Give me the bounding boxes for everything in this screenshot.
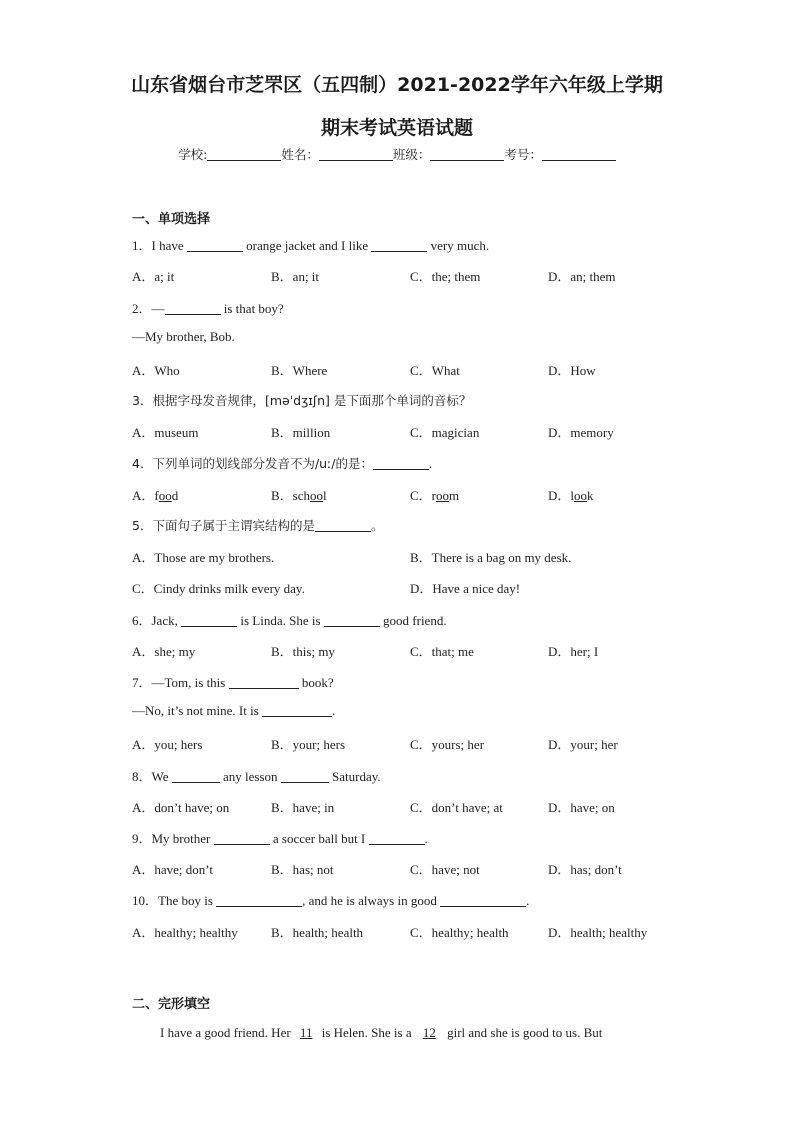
section1-heading: 一、单项选择 [132,212,211,227]
q4-option-d [548,485,594,504]
q2-option-b: B．Where [271,363,328,378]
question-text: . [526,893,530,908]
q5-option-a: A．Those are my brothers. [132,550,275,565]
answer-blank [172,770,220,783]
q8-option-a: A．don’t have; on [132,800,230,815]
cloze-blank-11: 11 [299,1025,313,1040]
answer-blank [214,832,270,845]
question-6 [132,610,447,629]
name-label: 姓名： [281,147,319,162]
q3-option-d: D．memory [548,425,614,440]
underlined-letters: oo [158,488,172,503]
q9-option-b: B．has; not [271,862,334,877]
q4-option-b [271,485,327,504]
q5-option-d: D．Have a nice day! [410,581,521,596]
answer-blank [281,770,329,783]
q9-option-d: D．has; don’t [548,862,622,877]
question-5 [132,516,383,534]
question-text: . [429,456,433,471]
question-text: 。 [370,518,384,533]
question-4 [132,454,432,472]
question-2-answer-line: —My brother, Bob. [132,329,235,344]
question-7 [132,672,334,691]
answer-blank [324,614,380,627]
cloze-passage [160,1025,602,1041]
question-text: . [424,831,428,846]
q1-option-d: D．an; them [548,269,616,284]
question-text: 5．下面句子属于主谓宾结构的是 [132,518,315,533]
question-text: is Linda. She is [237,613,324,628]
cloze-blank-12: 12 [422,1025,436,1040]
option-text: m [449,488,460,503]
question-text: 4．下列单词的划线部分发音不为/uː/的是： [132,456,374,471]
answer-blank [216,894,302,907]
number-label: 考号： [504,147,542,162]
q7-option-d: D．your; her [548,737,618,752]
question-text: 8．We [132,769,172,784]
q3-option-a: A．museum [132,425,199,440]
underlined-letters: oo [436,488,450,503]
option-text: k [587,488,594,503]
passage-text: I have a good friend. Her [160,1025,294,1040]
number-blank[interactable] [542,148,616,161]
exam-title-line2: 期末考试英语试题 [320,117,473,139]
q2-option-a: A．Who [132,363,180,378]
answer-blank [165,302,221,315]
q7-option-a: A．you; hers [132,737,203,752]
q8-option-b: B．have; in [271,800,335,815]
q7-option-b: B．your; hers [271,737,346,752]
class-label: 班级： [392,147,431,162]
q9-option-a: A．have; don’t [132,862,213,877]
q6-option-d: D．her; I [548,644,599,659]
q10-option-b: B．health; health [271,925,364,940]
answer-blank [315,519,371,532]
q2-option-d: D．How [548,363,596,378]
q2-option-c: C．What [410,363,460,378]
q8-option-c: C．don’t have; at [410,800,503,815]
question-text: 9．My brother [132,831,214,846]
q6-option-a: A．she; my [132,644,196,659]
question-text: any lesson [219,769,281,784]
underlined-letters: oo [310,488,324,503]
question-text: Saturday. [328,769,381,784]
question-text: book? [298,675,334,690]
question-text: 7．—Tom, is this [132,675,229,690]
q5-option-b: B．There is a bag on my desk. [410,550,572,565]
student-info-row [0,145,794,163]
question-1 [132,235,489,254]
question-text: very much. [427,238,490,253]
question-text: orange jacket and I like [242,238,372,253]
answer-blank [262,704,332,717]
question-text: , and he is always in good [302,893,441,908]
answer-blank [229,676,299,689]
question-2 [132,298,284,317]
question-3 [132,391,471,409]
school-blank[interactable] [207,148,281,161]
q5-option-c: C．Cindy drinks milk every day. [132,581,305,596]
answer-blank [373,457,429,470]
question-text: is that boy? [220,301,284,316]
question-text: 2．— [132,301,165,316]
q1-option-a: A．a; it [132,269,175,284]
q6-option-b: B．this; my [271,644,335,659]
q10-option-c: C．healthy; health [410,925,509,940]
question-text: 10．The boy is [132,893,217,908]
exam-title-line1: 山东省烟台市芝罘区（五四制）2021-2022学年六年级上学期 [131,74,663,96]
q4-option-c [410,485,459,504]
question-text: 3．根据字母发音规律，[məˈdʒɪʃn] 是下面那个单词的音标？ [132,393,472,408]
option-text: l [323,488,327,503]
name-blank[interactable] [319,148,393,161]
q1-option-c: C．the; them [410,269,481,284]
question-text: 6．Jack, [132,613,182,628]
option-text: d [171,488,179,503]
q10-option-d: D．health; healthy [548,925,648,940]
question-8 [132,766,381,785]
question-text: . [332,703,336,718]
q10-option-a: A．healthy; healthy [132,925,238,940]
question-7-answer-line [132,703,335,719]
answer-blank [440,894,526,907]
q3-option-c: C．magician [410,425,480,440]
answer-blank [369,832,425,845]
q1-option-b: B．an; it [271,269,320,284]
q8-option-d: D．have; on [548,800,615,815]
answer-blank [371,239,427,252]
q6-option-c: C．that; me [410,644,474,659]
answer-blank [187,239,243,252]
school-label: 学校: [178,147,208,162]
q9-option-c: C．have; not [410,862,480,877]
option-text: D．l [548,488,575,503]
question-text: —No, it’s not mine. It is [132,703,262,718]
section2-heading: 二、完形填空 [132,997,211,1012]
passage-text: girl and she is good to us. But [443,1025,603,1040]
passage-text: is Helen. She is a [318,1025,415,1040]
q3-option-b: B．million [271,425,331,440]
option-text: B．sch [271,488,311,503]
answer-blank [181,614,237,627]
question-9 [132,828,428,847]
underlined-letters: oo [574,488,588,503]
option-text: C．r [410,488,437,503]
q7-option-c: C．yours; her [410,737,485,752]
question-text: good friend. [379,613,447,628]
question-text: a soccer ball but I [269,831,369,846]
question-10 [132,890,529,909]
class-blank[interactable] [430,148,504,161]
option-text: A．f [132,488,159,503]
q4-option-a [132,485,178,504]
question-text: 1．I have [132,238,187,253]
